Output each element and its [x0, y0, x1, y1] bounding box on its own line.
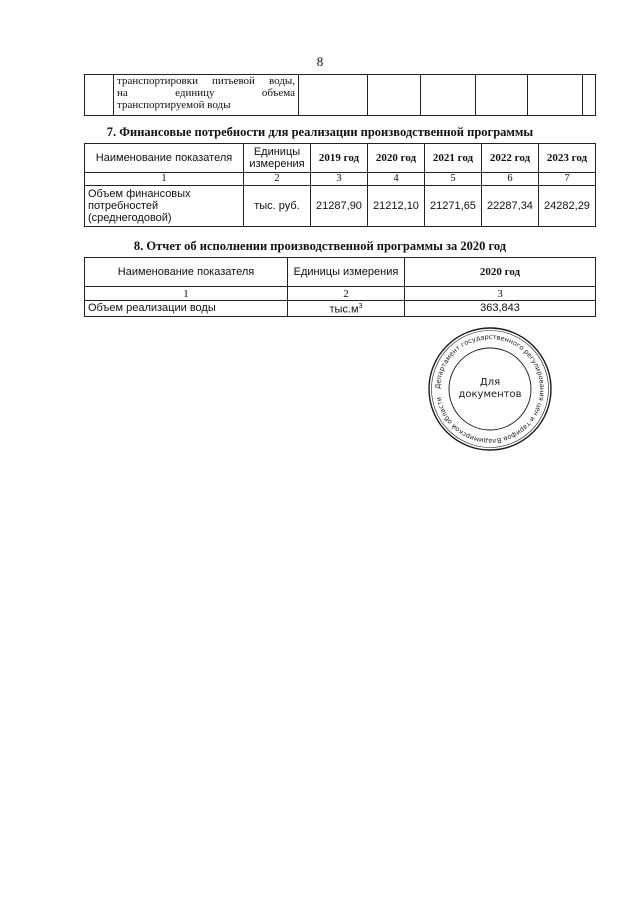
- empty-cell: [85, 75, 114, 116]
- column-header: Наименование показателя: [85, 258, 288, 287]
- column-number: 2: [288, 287, 405, 301]
- column-number: 3: [311, 173, 368, 186]
- empty-cell: [299, 75, 368, 116]
- table-row: [85, 287, 596, 301]
- table-header-row: [85, 144, 596, 173]
- column-header: 2020 год: [405, 258, 596, 287]
- column-header: 2019 год: [311, 144, 368, 173]
- value-2021: 21271,65: [425, 186, 482, 227]
- column-number: 5: [425, 173, 482, 186]
- column-number: 6: [482, 173, 539, 186]
- value-2020: 363,843: [405, 301, 596, 317]
- column-header: 2020 год: [368, 144, 425, 173]
- unit-text: тыс.м: [329, 303, 359, 316]
- column-header: 2021 год: [425, 144, 482, 173]
- unit-cell: [288, 301, 405, 317]
- program-report-table: [84, 257, 596, 317]
- stamp-ring-textpath: Департамент государственного регулирования цен и тарифов Владимирской области: [433, 332, 547, 446]
- column-header: Единицы измерения: [288, 258, 405, 287]
- column-header: Наименование показателя: [85, 144, 244, 173]
- column-number: 7: [539, 173, 596, 186]
- section-8-heading: 8. Отчет об исполнении производственной программы за 2020 год: [133, 239, 507, 253]
- indicator-name: Объем финансовых потребностей (среднегодовой): [85, 186, 244, 227]
- label-line: транспортировки питьевой воды,: [117, 75, 295, 87]
- column-header: Единицы измерения: [244, 144, 311, 173]
- unit-superscript: 3: [358, 303, 363, 310]
- table-row: [85, 301, 596, 317]
- column-header: 2023 год: [539, 144, 596, 173]
- page-number: 8: [316, 54, 324, 69]
- continuation-table: [84, 74, 596, 116]
- column-header: 2022 год: [482, 144, 539, 173]
- empty-cell: [528, 75, 583, 116]
- empty-cell: [476, 75, 528, 116]
- empty-cell: [583, 75, 596, 116]
- stamp-center-line-2: документов: [458, 389, 522, 400]
- table-row: [85, 173, 596, 186]
- table-row: [85, 75, 596, 116]
- column-number: 1: [85, 173, 244, 186]
- column-number: 2: [244, 173, 311, 186]
- column-number: 3: [405, 287, 596, 301]
- empty-cell: [421, 75, 476, 116]
- table-row: [85, 186, 596, 227]
- indicator-name: Объем реализации воды: [85, 301, 288, 317]
- empty-cell: [368, 75, 421, 116]
- value-2020: 21212,10: [368, 186, 425, 227]
- label-line: транспортируемой воды: [117, 99, 231, 111]
- section-7-heading: 7. Финансовые потребности для реализации производственной программы: [106, 125, 534, 139]
- value-2019: 21287,90: [311, 186, 368, 227]
- value-2023: 24282,29: [539, 186, 596, 227]
- column-number: 1: [85, 287, 288, 301]
- financial-needs-table: [84, 143, 596, 227]
- stamp-center-line-1: Для: [479, 377, 501, 388]
- value-2022: 22287,34: [482, 186, 539, 227]
- table-header-row: [85, 258, 596, 287]
- column-number: 4: [368, 173, 425, 186]
- unit-cell: тыс. руб.: [244, 186, 311, 227]
- indicator-name-cell: [114, 75, 299, 116]
- label-line: на единицу объема: [117, 87, 295, 99]
- official-stamp: [426, 325, 554, 453]
